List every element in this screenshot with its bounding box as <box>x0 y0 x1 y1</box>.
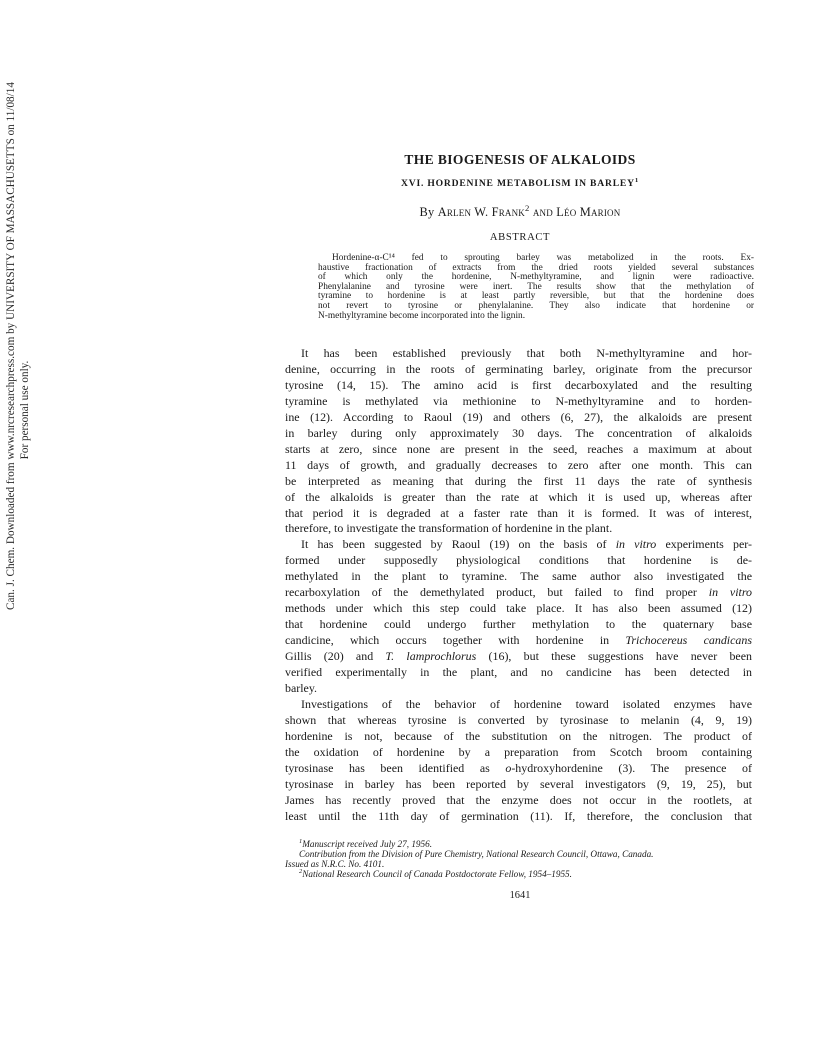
italic-run: in vitro <box>615 537 657 552</box>
body-line: be interpreted as meaning that during the first 11 days the rate of synthesis <box>285 473 752 488</box>
abstract-line: haustive fractionation of extracts from the dried roots yielded several substances <box>318 262 754 273</box>
footnote-issued: Issued as N.R.C. No. 4101. <box>285 859 385 869</box>
footnotes <box>285 839 755 879</box>
abstract-heading: ABSTRACT <box>489 232 551 243</box>
footnote-2 <box>285 869 755 879</box>
body-line: denine, occurring in the roots of germinating barley, originate from the precursor <box>285 361 752 376</box>
body-line: the oxidation of hordenine by a preparation from Scotch broom containing <box>285 744 752 759</box>
paragraph-3 <box>285 697 752 825</box>
text-run: candicine, which occurs together with hordenine in <box>285 633 626 648</box>
body-line: in barley during only approximately 30 days. The concentration of alkaloids <box>285 425 752 440</box>
text-run: Gillis (20) and <box>285 649 386 664</box>
body-line: therefore, to investigate the transformation of hordenine in the plant. <box>285 521 613 536</box>
body-line: tyrosine (14, 15). The amino acid is first decarboxylated and the resulting <box>285 377 752 392</box>
paragraph-2 <box>285 537 752 697</box>
body-line: James has recently proved that the enzyme does not occur in the rootlets, at <box>285 792 752 807</box>
body-line <box>285 585 752 601</box>
body-line: barley. <box>285 681 318 696</box>
body-line: hordenine is not, because of the substitution on the nitrogen. The product of <box>285 728 752 743</box>
body-line: of the alkaloids is greater than the rate at which it is used up, whereas after <box>285 489 752 504</box>
body-line: that hordenine could undergo further methylation to the quaternary base <box>285 617 752 632</box>
body-line: formed under supposedly physiological conditions that hordenine is de- <box>285 553 752 568</box>
abstract-line: Hordenine-α-C¹⁴ fed to sprouting barley was metabolized in the roots. Ex- <box>332 253 754 263</box>
italic-run: T. lamprochlorus <box>385 649 477 664</box>
text-run: -hydroxyhordenine (3). The presence of <box>511 760 752 775</box>
download-notice-usage: For personal use only. <box>19 360 31 460</box>
download-notice-source: Can. J. Chem. Downloaded from www.nrcresearchpress.com by UNIVERSITY OF MASSACHUSETTS on 11/08/14 <box>5 82 17 610</box>
body-line: ine (12). According to Raoul (19) and others (6, 27), the alkaloids are present <box>285 409 752 424</box>
footnote-1 <box>285 839 755 849</box>
text-run: (16), but these suggestions have never been <box>476 649 752 664</box>
abstract-line: tyramine to hordenine is at least partly reversible, but that the hordenine does <box>318 291 754 302</box>
download-notice <box>4 82 44 610</box>
italic-run: Trichocereus candicans <box>625 633 752 648</box>
abstract-line: N-methyltyramine become incorporated into the lignin. <box>318 310 526 321</box>
body-line <box>285 633 752 649</box>
body-line: tyrosinase in barley has been reported by several investigators (9, 19, 25), but <box>285 776 752 791</box>
body-line: least until the 11th day of germination (11). If, therefore, the conclusion that <box>285 808 752 823</box>
footnote-text: National Research Council of Canada Postdoctorate Fellow, 1954–1955. <box>302 869 572 879</box>
body-line: It has been established previously that both N-methyltyramine and hor- <box>301 346 752 360</box>
author-by: By <box>419 205 435 219</box>
body-line: Investigations of the behavior of hordenine toward isolated enzymes have <box>301 696 752 711</box>
author-line <box>280 202 760 220</box>
body-line: shown that whereas tyrosine is converted by tyrosinase to melanin (4, 9, 19) <box>285 712 752 727</box>
body-line: starts at zero, since none are present in the seed, reaches a maximum at about <box>285 441 752 456</box>
italic-run: in vitro <box>708 585 752 600</box>
footnote-mark: 1 <box>299 837 303 845</box>
article-subtitle-text: XVI. HORDENINE METABOLISM IN BARLEY <box>400 178 635 189</box>
article-title: THE BIOGENESIS OF ALKALOIDS <box>404 152 636 167</box>
footnote-contribution: Contribution from the Division of Pure Chemistry, National Research Council, Ottawa, Canada. <box>299 849 654 859</box>
body-line <box>285 537 752 553</box>
footnote-text: Manuscript received July 27, 1956. <box>302 839 432 849</box>
body-line: tyramine is methylated via methionine to N-methyltyramine and to horden- <box>285 393 752 408</box>
text-run: recarboxylation of the demethylated product, but failed to find proper <box>285 585 709 600</box>
abstract-line: not revert to tyrosine or phenylalanine. They also indicate that hordenine or <box>318 300 754 311</box>
article-subtitle <box>280 178 760 189</box>
text-run: It has been suggested by Raoul (19) on the basis of <box>301 537 616 552</box>
text-run: tyrosinase has been identified as <box>285 760 506 775</box>
body-line: methods under which this step could take place. It has also been assumed (12) <box>285 601 752 616</box>
body-line: methylated in the plant to tyramine. The same author also investigated the <box>285 569 752 584</box>
body-line: that period it is degraded at a faster rate than it is formed. It was of interest, <box>285 505 752 520</box>
author-and: and <box>532 205 553 219</box>
text-run: experiments per- <box>656 537 752 552</box>
page-number: 1641 <box>509 890 531 901</box>
body-text <box>285 346 752 825</box>
paragraph-1 <box>285 346 752 537</box>
body-line <box>285 649 752 665</box>
author-frank: Arlen W. Frank <box>437 205 525 219</box>
footnote-mark: 2 <box>299 867 303 875</box>
article-header <box>280 152 760 243</box>
body-line <box>285 761 752 777</box>
subtitle-footnote-mark: 1 <box>634 176 640 184</box>
abstract-line: Phenylalanine and tyrosine were inert. The results show that the methylation of <box>318 281 754 292</box>
italic-run: o <box>505 760 512 775</box>
body-line: 11 days of growth, and gradually decreases to zero after one month. This can <box>285 457 752 472</box>
body-line: verified experimentally in the plant, and no candicine has been detected in <box>285 665 752 680</box>
author-footnote-mark: 2 <box>525 202 530 213</box>
abstract-line: of which only the hordenine, N-methyltyramine, and lignin were radioactive. <box>318 272 754 283</box>
author-marion: Léo Marion <box>556 205 621 219</box>
abstract <box>318 254 754 321</box>
